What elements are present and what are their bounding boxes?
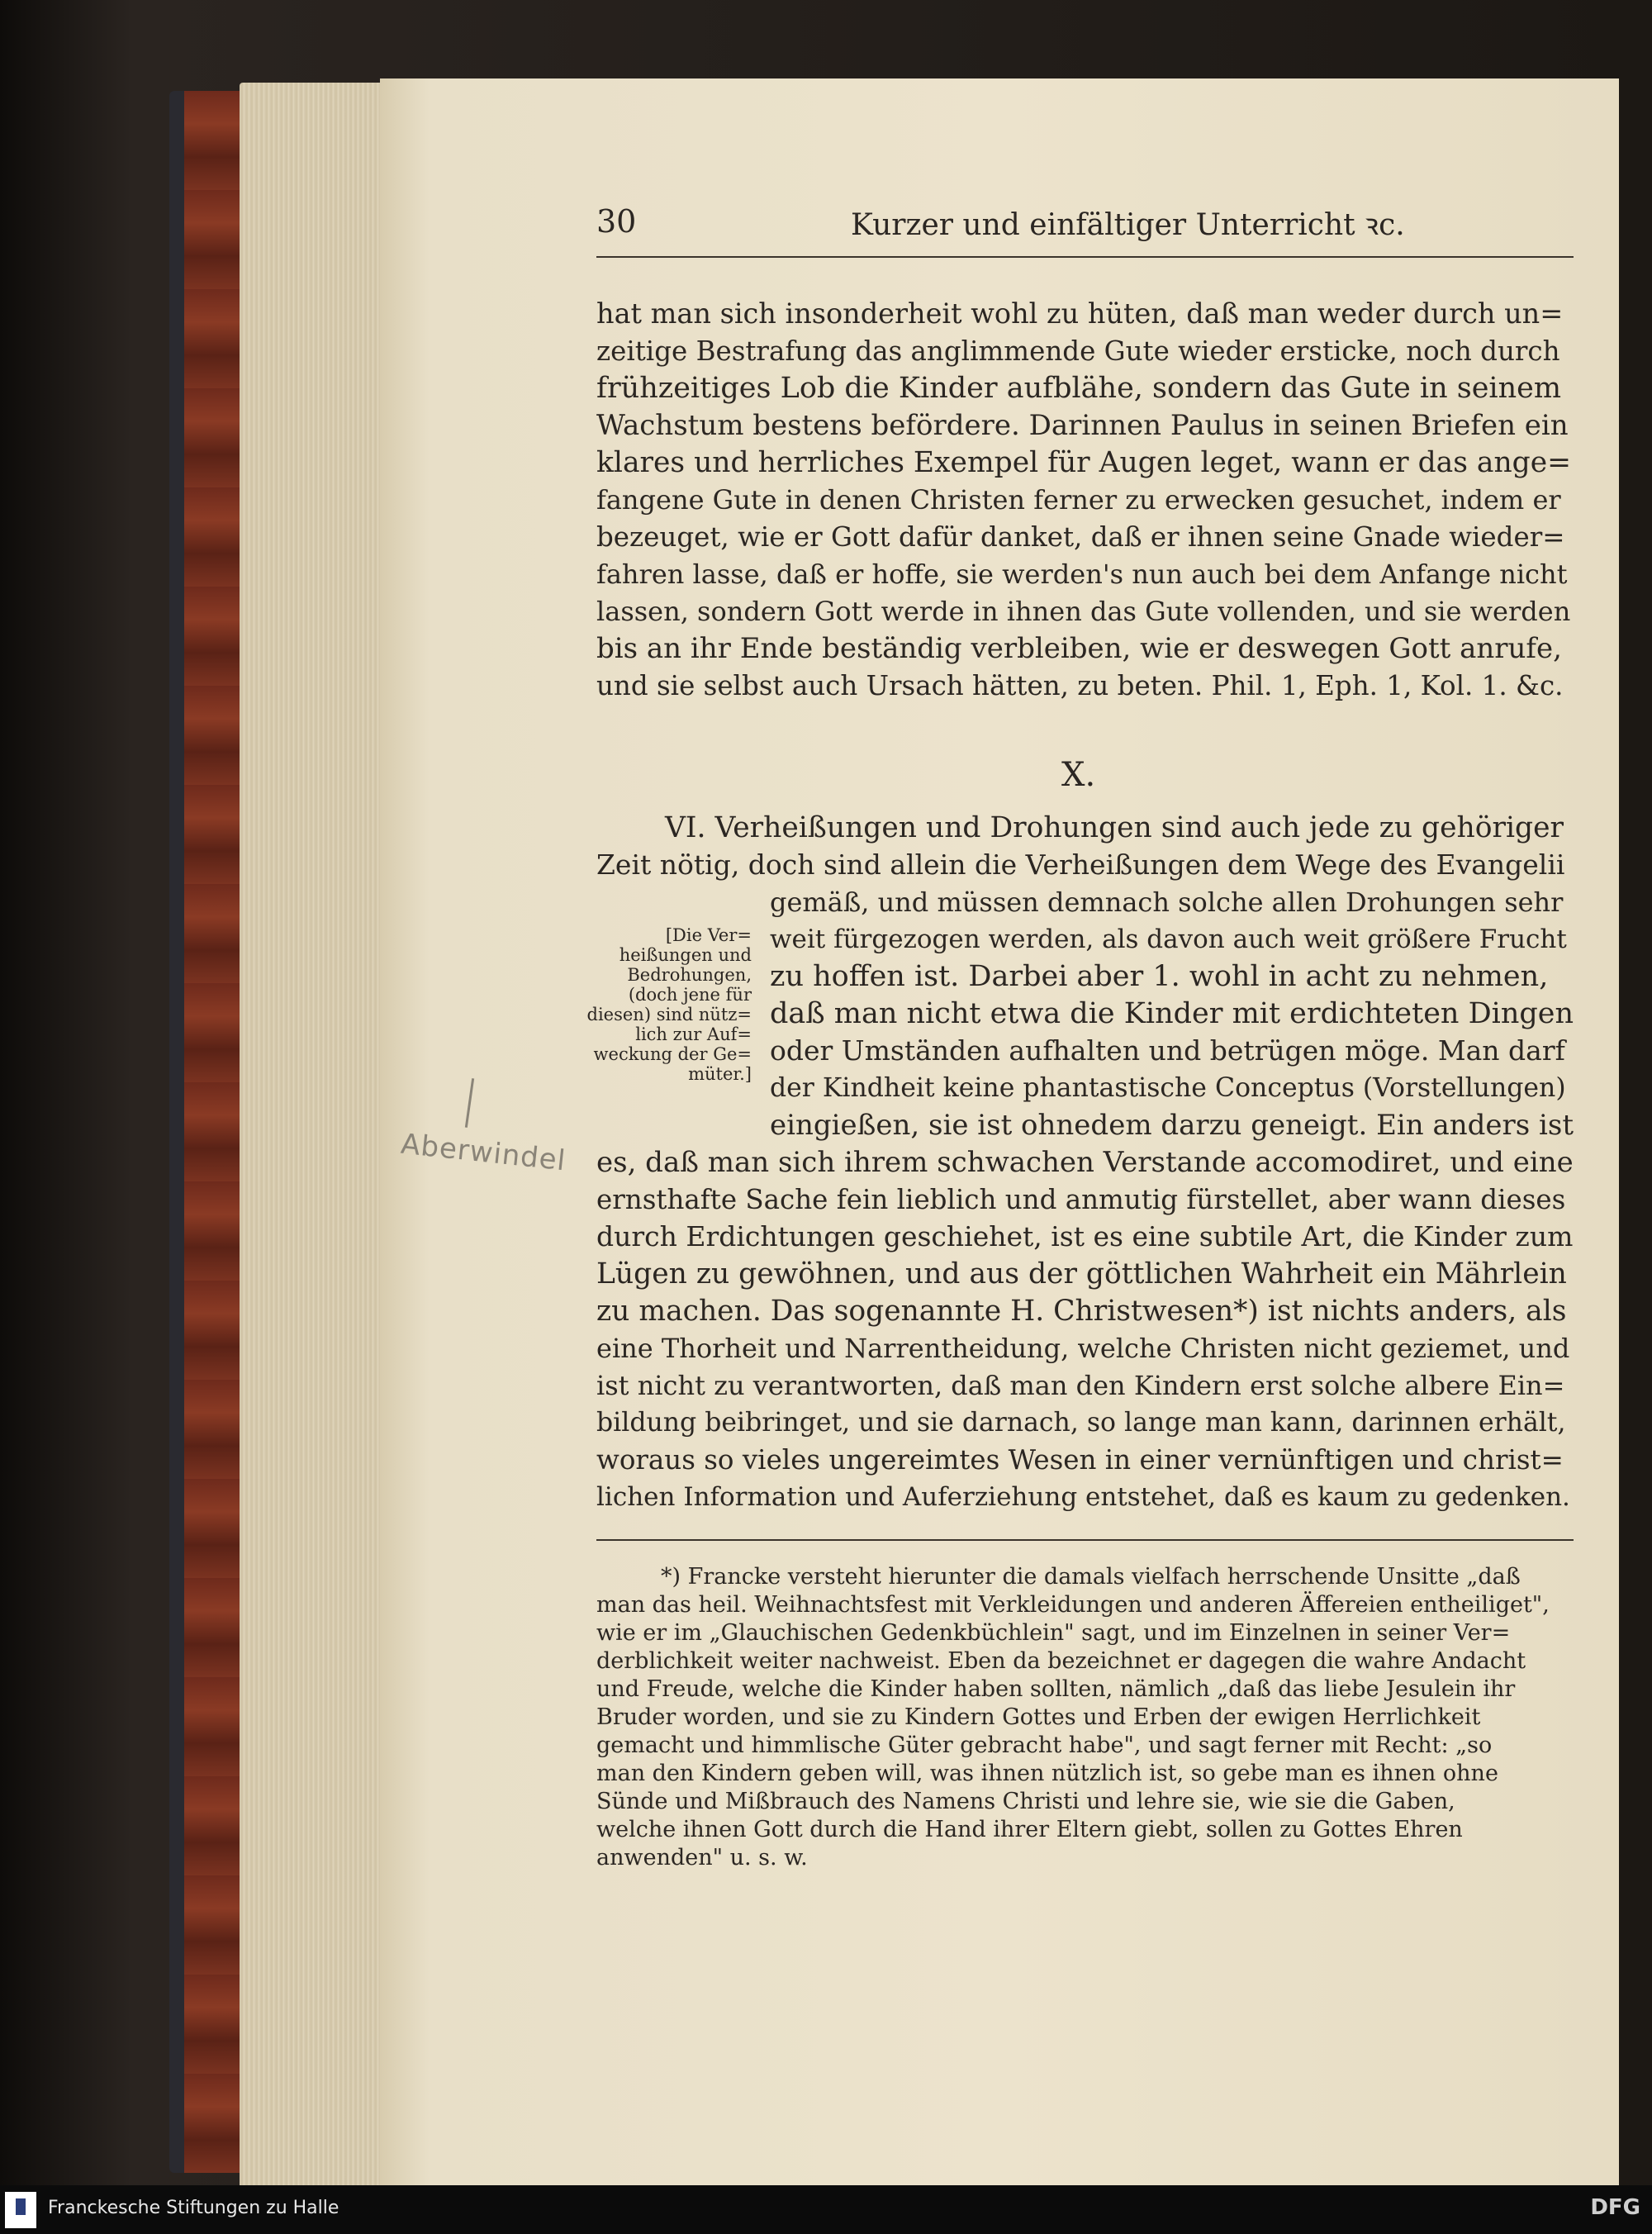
body-line: lichen Information und Auferziehung entstehet, daß es kaum zu gedenken. bbox=[596, 1482, 1570, 1512]
footnote-line: und Freude, welche die Kinder haben sollten, nämlich „daß das liebe Jesulein ihr bbox=[596, 1676, 1516, 1702]
running-title: Kurzer und einfältiger Unterricht ꝛc. bbox=[851, 208, 1405, 242]
footnote-line: man den Kindern geben will, was ihnen nützlich ist, so gebe man es ihnen ohne bbox=[596, 1761, 1498, 1786]
body-line: gemäß, und müssen demnach solche allen Drohungen sehr bbox=[770, 886, 1564, 918]
margin-note-line: heißungen und bbox=[619, 945, 752, 965]
footnote-line: Bruder worden, und sie zu Kindern Gottes und Erben der ewigen Herrlichkeit bbox=[596, 1704, 1481, 1730]
margin-note-line: Bedrohungen, bbox=[627, 965, 752, 985]
body-line: hat man sich insonderheit wohl zu hüten, daß man weder durch un= bbox=[596, 297, 1564, 330]
footnote-line: *) Francke versteht hierunter die damals vielfach herrschende Unsitte „daß bbox=[661, 1564, 1521, 1590]
margin-note-line: müter.] bbox=[688, 1064, 752, 1084]
body-line: frühzeitiges Lob die Kinder aufblähe, sondern das Gute in seinem bbox=[596, 372, 1562, 405]
section-heading: X. bbox=[1061, 756, 1096, 794]
pencil-annotation: Aberwindel bbox=[399, 1127, 568, 1178]
body-line: es, daß man sich ihrem schwachen Verstande accomodiret, und eine bbox=[596, 1146, 1574, 1179]
body-line: ernsthafte Sache fein lieblich und anmutig fürstellet, aber wann dieses bbox=[596, 1184, 1566, 1215]
footnote-line: welche ihnen Gott durch die Hand ihrer Eltern giebt, sollen zu Gottes Ehren bbox=[596, 1817, 1463, 1842]
dfg-logo: DFG bbox=[1590, 2195, 1640, 2220]
margin-note-line: weckung der Ge= bbox=[593, 1044, 752, 1064]
body-line: fangene Gute in denen Christen ferner zu erwecken gesuchet, indem er bbox=[596, 484, 1561, 516]
page-number: 30 bbox=[596, 203, 637, 240]
body-line: bildung beibringet, und sie darnach, so lange man kann, darinnen erhält, bbox=[596, 1408, 1566, 1438]
body-line: der Kindheit keine phantastische Conceptus (Vorstellungen) bbox=[770, 1073, 1566, 1103]
page-header bbox=[596, 198, 1571, 256]
body-line: ist nicht zu verantworten, daß man den Kindern erst solche albere Ein= bbox=[596, 1370, 1565, 1401]
margin-note-line: lich zur Auf= bbox=[635, 1024, 752, 1044]
body-line: zu machen. Das sogenannte H. Christwesen*) ist nichts anders, als bbox=[596, 1295, 1567, 1328]
body-line: eine Thorheit und Narrentheidung, welche Christen nicht geziemet, und bbox=[596, 1333, 1570, 1364]
footnote-line: man das heil. Weihnachtsfest mit Verkleidungen und anderen Äffereien entheiliget", bbox=[596, 1592, 1550, 1618]
body-line: durch Erdichtungen geschiehet, ist es eine subtile Art, die Kinder zum bbox=[596, 1220, 1574, 1252]
institution-logo-icon bbox=[5, 2192, 36, 2228]
body-line: weit fürgezogen werden, als davon auch weit größere Frucht bbox=[770, 924, 1567, 954]
body-line: und sie selbst auch Ursach hätten, zu beten. Phil. 1, Eph. 1, Kol. 1. &c. bbox=[596, 670, 1564, 701]
footnote-line: derblichkeit weiter nachweist. Eben da bezeichnet er dagegen die wahre Andacht bbox=[596, 1648, 1526, 1674]
body-line: daß man nicht etwa die Kinder mit erdichteten Dingen bbox=[770, 997, 1574, 1030]
margin-note-line: [Die Ver= bbox=[665, 925, 752, 945]
body-line: zu hoffen ist. Darbei aber 1. wohl in acht zu nehmen, bbox=[770, 960, 1549, 993]
margin-note-line: diesen) sind nütz= bbox=[586, 1005, 752, 1024]
footnote-line: anwenden" u. s. w. bbox=[596, 1845, 808, 1870]
body-line: Wachstum bestens befördere. Darinnen Paulus in seinen Briefen ein bbox=[596, 409, 1569, 442]
body-line: Lügen zu gewöhnen, und aus der göttlichen Wahrheit ein Mährlein bbox=[596, 1257, 1567, 1290]
margin-note bbox=[586, 925, 752, 1084]
body-line: bis an ihr Ende beständig verbleiben, wie er deswegen Gott anrufe, bbox=[596, 632, 1562, 665]
body-line: oder Umständen aufhalten und betrügen möge. Man darf bbox=[770, 1034, 1565, 1067]
footnote-rule bbox=[596, 1539, 1574, 1541]
body-line: klares und herrliches Exempel für Augen leget, wann er das ange= bbox=[596, 446, 1572, 479]
body-line: woraus so vieles ungereimtes Wesen in einer vernünftigen und christ= bbox=[596, 1444, 1564, 1476]
body-line: eingießen, sie ist ohnedem darzu geneigt. Ein anders ist bbox=[770, 1109, 1574, 1142]
footnote-line: Sünde und Mißbrauch des Namens Christi und lehre sie, wie sie die Gaben, bbox=[596, 1789, 1455, 1814]
body-line: zeitige Bestrafung das anglimmende Gute wieder ersticke, noch durch bbox=[596, 335, 1560, 367]
body-line: bezeuget, wie er Gott dafür danket, daß er ihnen seine Gnade wieder= bbox=[596, 521, 1565, 553]
footnote-line: wie er im „Glauchischen Gedenkbüchlein" sagt, und im Einzelnen in seiner Ver= bbox=[596, 1620, 1511, 1646]
margin-note-line: (doch jene für bbox=[628, 985, 752, 1005]
institution-name: Franckesche Stiftungen zu Halle bbox=[48, 2198, 339, 2218]
header-rule bbox=[596, 256, 1574, 258]
page-edges bbox=[240, 83, 396, 2189]
body-line: Zeit nötig, doch sind allein die Verheißungen dem Wege des Evangelii bbox=[596, 848, 1565, 881]
footer-bar bbox=[0, 2185, 1652, 2234]
body-line: fahren lasse, daß er hoffe, sie werden's nun auch bei dem Anfange nicht bbox=[596, 558, 1568, 590]
footnote-line: gemacht und himmlische Güter gebracht habe", und sagt ferner mit Recht: „so bbox=[596, 1733, 1493, 1758]
body-line: VI. Verheißungen und Drohungen sind auch jede zu gehöriger bbox=[665, 811, 1564, 844]
body-line: lassen, sondern Gott werde in ihnen das Gute vollenden, und sie werden bbox=[596, 596, 1571, 627]
